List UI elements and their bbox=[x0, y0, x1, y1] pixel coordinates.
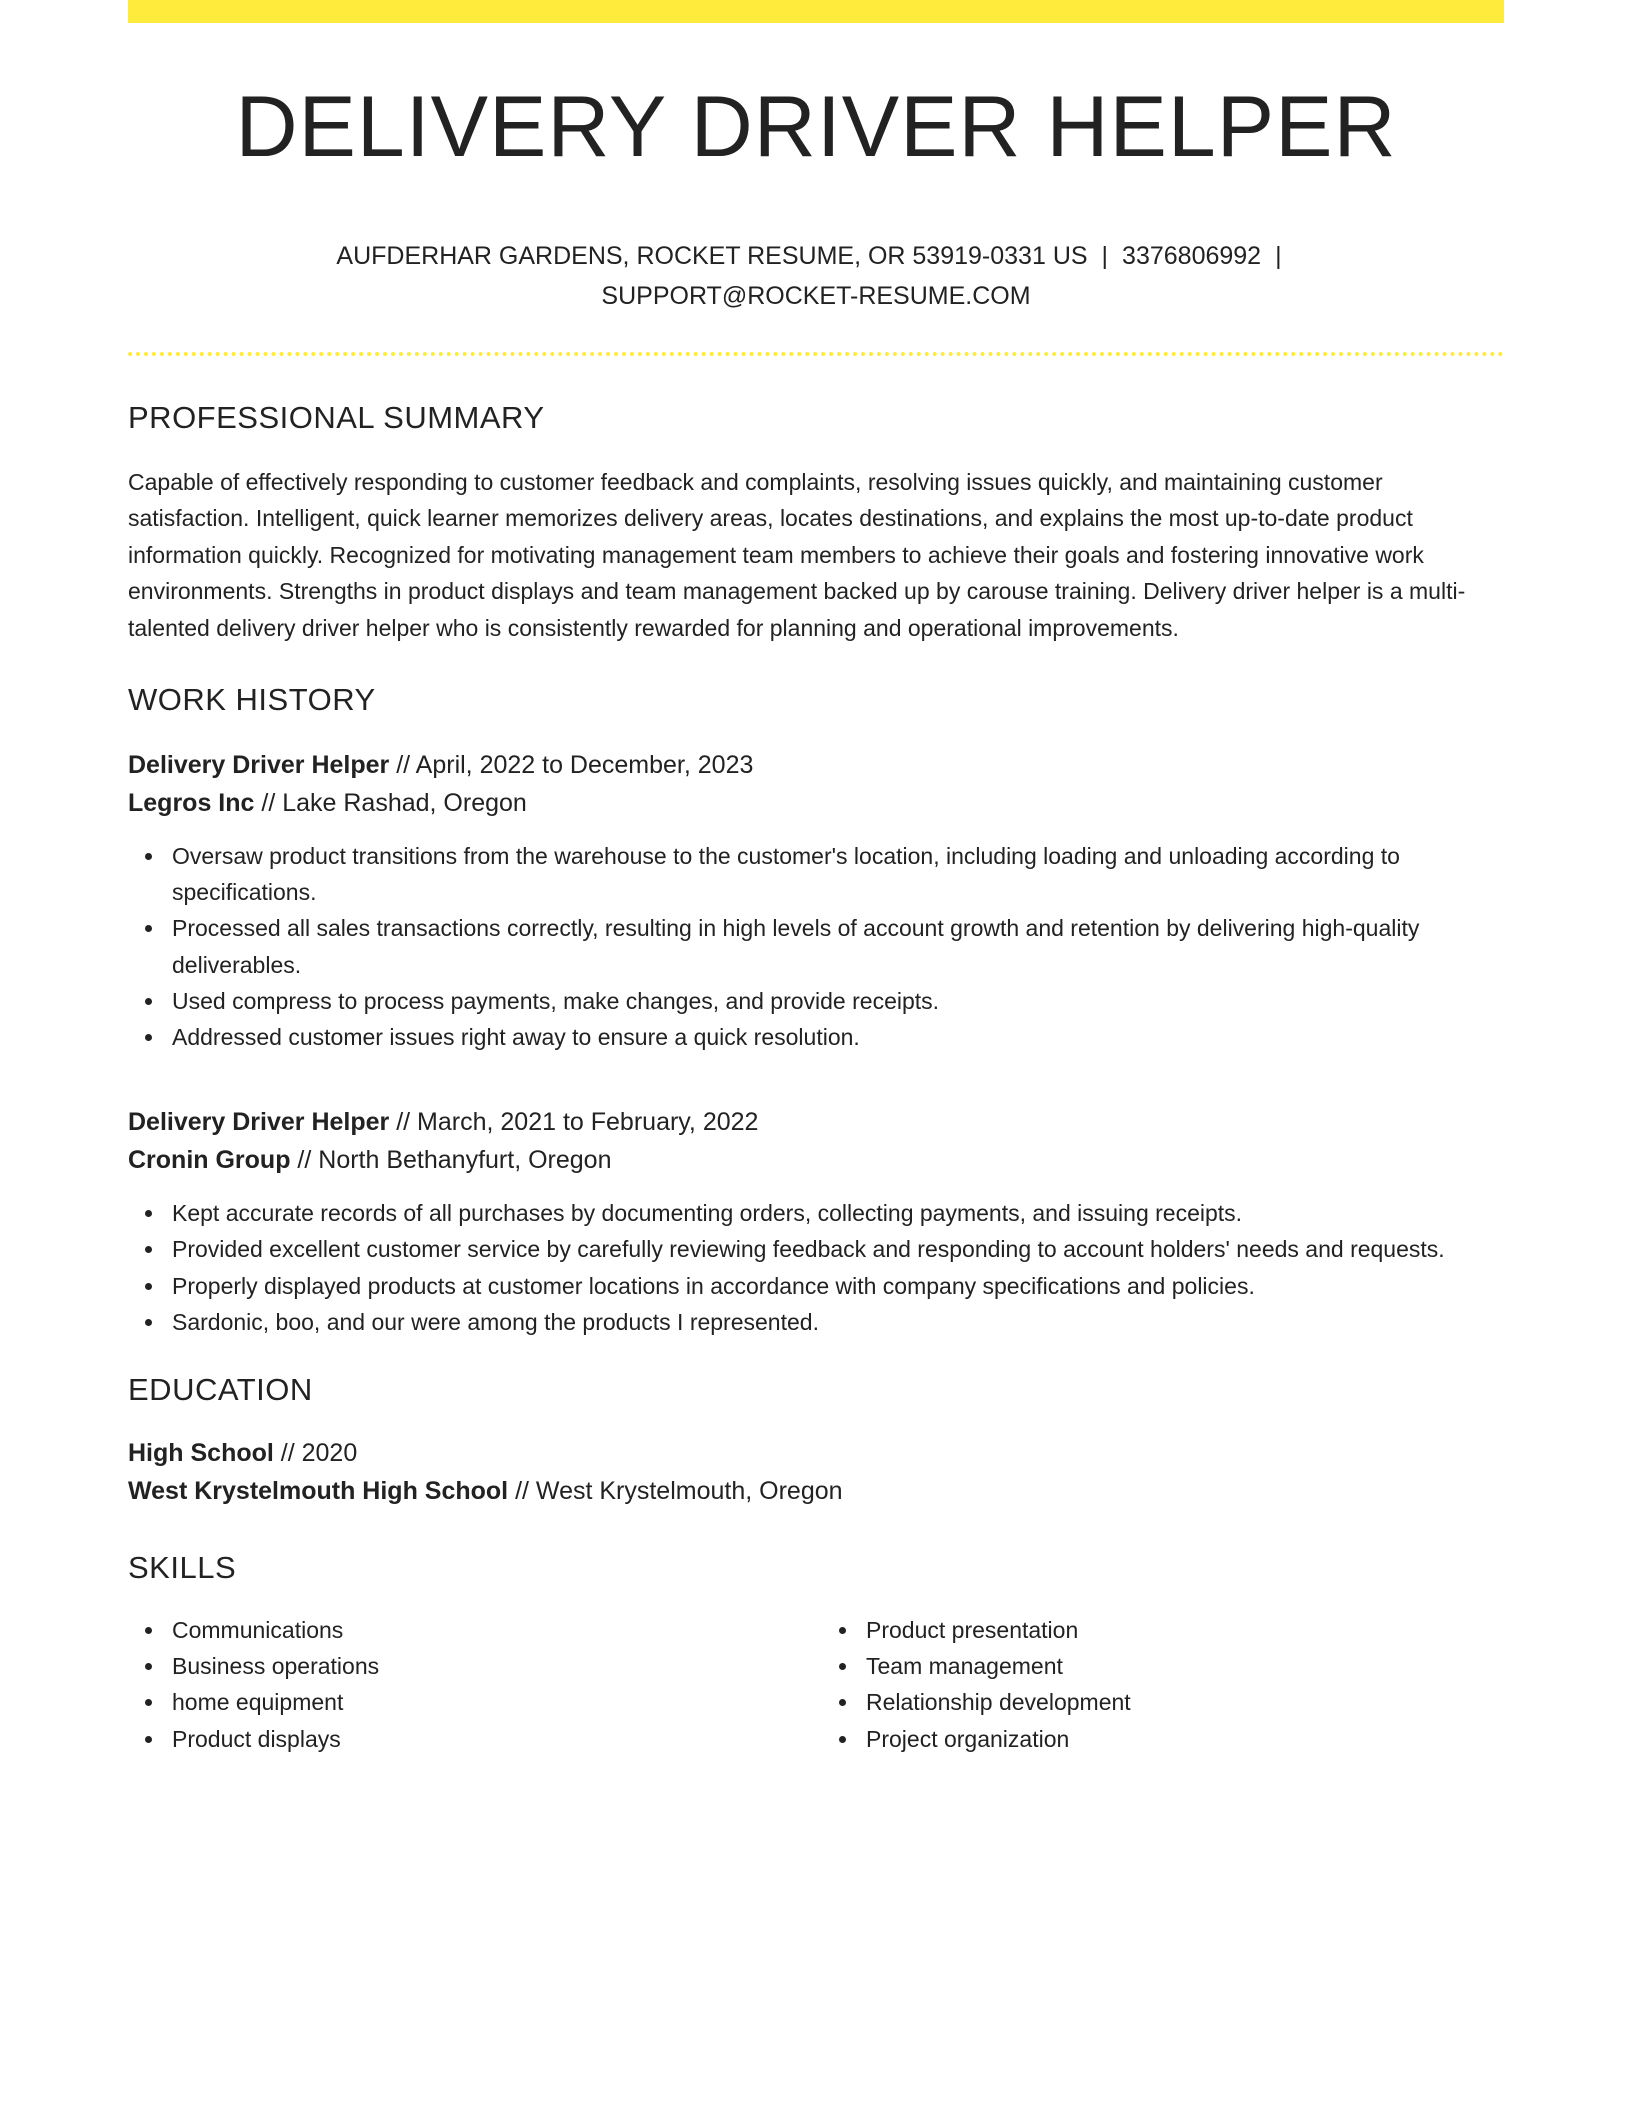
education-degree: High School bbox=[128, 1439, 274, 1468]
contact-address: AUFDERHAR GARDENS, ROCKET RESUME, OR 53919-0331 US bbox=[336, 242, 1088, 270]
contact-separator: | bbox=[1275, 242, 1282, 270]
job-role: Delivery Driver Helper bbox=[128, 751, 390, 780]
skills-column bbox=[128, 1612, 816, 1757]
education-entry bbox=[128, 1434, 1504, 1510]
skill-item: Business operations bbox=[172, 1648, 816, 1684]
skill-item: Team management bbox=[866, 1648, 1504, 1684]
job-company-line bbox=[128, 1141, 1504, 1179]
resume-page bbox=[128, 0, 1504, 1757]
skills-column bbox=[816, 1612, 1504, 1757]
job-duty-item: Oversaw product transitions from the warehouse to the customer's location, including loading and unloading according to specifications. bbox=[172, 838, 1504, 910]
job-duty-item: Properly displayed products at customer locations in accordance with company specifications and policies. bbox=[172, 1268, 1504, 1304]
job-company-line bbox=[128, 784, 1504, 822]
contact-email: SUPPORT@ROCKET-RESUME.COM bbox=[601, 282, 1031, 310]
skill-item: home equipment bbox=[172, 1684, 816, 1720]
skill-item: Product displays bbox=[172, 1721, 816, 1757]
skill-item: Project organization bbox=[866, 1721, 1504, 1757]
summary-text: Capable of effectively responding to customer feedback and complaints, resolving issues quickly, and maintaining customer satisfaction. Intelligent, quick learner memorizes delivery areas, locates destinations, and explains the most up-to-date product information quickly. Recognized for motivating management team members to achieve their goals and fostering innovative work environments. Strengths in product displays and team management backed up by carouse training. Delivery driver helper is a multi-talented delivery driver helper who is consistently rewarded for planning and operational improvements. bbox=[128, 469, 1466, 641]
job-duties-list bbox=[128, 838, 1504, 1055]
job-duties-list bbox=[128, 1195, 1504, 1340]
job-duty-item: Addressed customer issues right away to ensure a quick resolution. bbox=[172, 1019, 1504, 1055]
accent-top-bar bbox=[128, 0, 1504, 23]
education-location: // West Krystelmouth, Oregon bbox=[508, 1477, 843, 1506]
job-duty-item: Sardonic, boo, and our were among the products I represented. bbox=[172, 1304, 1504, 1340]
job-dates: // March, 2021 to February, 2022 bbox=[389, 1108, 759, 1137]
job-role-line bbox=[128, 1103, 1504, 1141]
job-entry bbox=[128, 746, 1504, 1055]
job-duty-item: Provided excellent customer service by carefully reviewing feedback and responding to account holders' needs and requests. bbox=[172, 1231, 1504, 1267]
contact-info bbox=[128, 236, 1504, 316]
contact-phone: 3376806992 bbox=[1122, 242, 1262, 270]
job-location: // Lake Rashad, Oregon bbox=[254, 789, 527, 818]
contact-separator: | bbox=[1101, 242, 1109, 270]
section-title-summary: PROFESSIONAL SUMMARY bbox=[128, 400, 545, 435]
job-duty-item: Kept accurate records of all purchases by documenting orders, collecting payments, and issuing receipts. bbox=[172, 1195, 1504, 1231]
education-degree-line bbox=[128, 1434, 1504, 1472]
job-company: Cronin Group bbox=[128, 1146, 291, 1175]
skills-grid bbox=[128, 1612, 1504, 1757]
dotted-divider bbox=[128, 352, 1504, 356]
job-role: Delivery Driver Helper bbox=[128, 1108, 390, 1137]
job-duty-item: Processed all sales transactions correctly, resulting in high levels of account growth and retention by delivering high-quality deliverables. bbox=[172, 910, 1504, 982]
job-company: Legros Inc bbox=[128, 789, 255, 818]
job-dates: // April, 2022 to December, 2023 bbox=[389, 751, 754, 780]
skill-item: Relationship development bbox=[866, 1684, 1504, 1720]
section-title-education: EDUCATION bbox=[128, 1372, 313, 1408]
skill-item: Product presentation bbox=[866, 1612, 1504, 1648]
job-entry bbox=[128, 1103, 1504, 1340]
job-location: // North Bethanyfurt, Oregon bbox=[290, 1146, 612, 1175]
education-year: // 2020 bbox=[273, 1439, 358, 1468]
section-title-skills: SKILLS bbox=[128, 1550, 237, 1586]
section-title-work-history: WORK HISTORY bbox=[128, 682, 376, 718]
candidate-name: DELIVERY DRIVER HELPER bbox=[235, 79, 1397, 175]
education-school: West Krystelmouth High School bbox=[128, 1477, 509, 1506]
job-role-line bbox=[128, 746, 1504, 784]
education-school-line bbox=[128, 1472, 1504, 1510]
skill-item: Communications bbox=[172, 1612, 816, 1648]
job-duty-item: Used compress to process payments, make changes, and provide receipts. bbox=[172, 983, 1504, 1019]
